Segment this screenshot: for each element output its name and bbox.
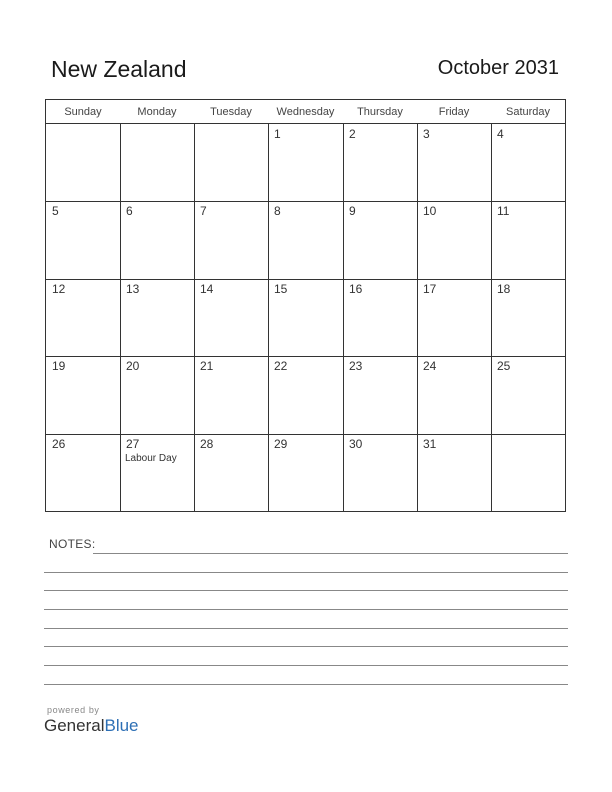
- day-cell: [343, 124, 417, 201]
- day-cell: [120, 124, 194, 201]
- day-cell: [194, 356, 268, 434]
- day-cell: [120, 356, 194, 434]
- day-number: 19: [52, 359, 66, 373]
- day-number: 14: [200, 282, 214, 296]
- day-cell: [46, 356, 120, 434]
- day-cell: [417, 201, 491, 279]
- day-cell: [491, 201, 565, 279]
- day-number: 23: [349, 359, 363, 373]
- logo-text-blue: Blue: [104, 716, 139, 735]
- day-cell: [343, 356, 417, 434]
- day-number: 11: [497, 204, 510, 218]
- day-number: 30: [349, 437, 363, 451]
- day-number: 31: [423, 437, 437, 451]
- day-cell: [417, 279, 491, 356]
- day-cell: [343, 434, 417, 511]
- day-cell: [120, 201, 194, 279]
- notes-line: [44, 609, 568, 610]
- day-cell: [194, 124, 268, 201]
- day-number: 3: [423, 127, 430, 141]
- page-title-country: New Zealand: [51, 56, 187, 82]
- weekday-label-thursday: Thursday: [357, 106, 403, 118]
- day-number: 25: [497, 359, 511, 373]
- powered-by-text: powered by: [47, 705, 100, 715]
- day-number: 12: [52, 282, 66, 296]
- day-cell: [46, 124, 120, 201]
- logo-text-general: General: [44, 716, 105, 735]
- day-cell: [194, 434, 268, 511]
- day-number: 6: [126, 204, 133, 218]
- notes-line: [44, 684, 568, 685]
- day-number: 27: [126, 437, 140, 451]
- notes-label: NOTES:: [49, 537, 96, 551]
- day-cell: [343, 201, 417, 279]
- weekday-label-saturday: Saturday: [505, 106, 551, 118]
- notes-line: [93, 553, 568, 554]
- day-cell: [120, 434, 194, 511]
- day-cell: [194, 279, 268, 356]
- day-cell: [268, 124, 343, 201]
- day-number: 1: [274, 127, 281, 141]
- day-cell: [268, 279, 343, 356]
- day-number: 16: [349, 282, 363, 296]
- day-cell: [491, 124, 565, 201]
- day-cell: [268, 356, 343, 434]
- day-number: 21: [200, 359, 214, 373]
- day-number: 13: [126, 282, 140, 296]
- day-cell: [417, 356, 491, 434]
- day-number: 22: [274, 359, 288, 373]
- calendar-grid: [45, 99, 566, 512]
- day-cell: [417, 434, 491, 511]
- notes-line: [44, 628, 568, 629]
- day-cell: [343, 279, 417, 356]
- weekday-label-sunday: Sunday: [64, 106, 102, 118]
- generalblue-logo: [44, 716, 139, 736]
- day-number: 5: [52, 204, 59, 218]
- day-number: 26: [52, 437, 66, 451]
- day-number: 7: [200, 204, 207, 218]
- day-cell: [46, 201, 120, 279]
- day-number: 2: [349, 127, 356, 141]
- page-title-month: October 2031: [437, 57, 559, 79]
- notes-line: [44, 665, 568, 666]
- day-number: 8: [274, 204, 281, 218]
- weekday-label-friday: Friday: [438, 106, 470, 118]
- notes-line: [44, 590, 568, 591]
- day-cell: [120, 279, 194, 356]
- day-number: 17: [423, 282, 437, 296]
- notes-line: [44, 572, 568, 573]
- day-cell: [268, 434, 343, 511]
- day-cell: [46, 434, 120, 511]
- day-cell: [268, 201, 343, 279]
- day-number: 24: [423, 359, 437, 373]
- weekday-label-tuesday: Tuesday: [210, 106, 252, 118]
- day-cell: [417, 124, 491, 201]
- notes-line: [44, 646, 568, 647]
- day-cell: [46, 279, 120, 356]
- day-number: 9: [349, 204, 356, 218]
- day-number: 28: [200, 437, 214, 451]
- weekday-label-wednesday: Wednesday: [276, 106, 335, 118]
- day-number: 10: [423, 204, 437, 218]
- day-cell: [491, 279, 565, 356]
- holiday-label: Labour Day: [125, 453, 177, 464]
- day-number: 15: [274, 282, 288, 296]
- day-cell: [491, 356, 565, 434]
- day-number: 4: [497, 127, 504, 141]
- weekday-header-row: [46, 100, 565, 124]
- day-cell: [194, 201, 268, 279]
- day-number: 29: [274, 437, 288, 451]
- day-number: 20: [126, 359, 140, 373]
- day-cell: [491, 434, 565, 511]
- day-number: 18: [497, 282, 511, 296]
- weekday-label-monday: Monday: [137, 106, 177, 118]
